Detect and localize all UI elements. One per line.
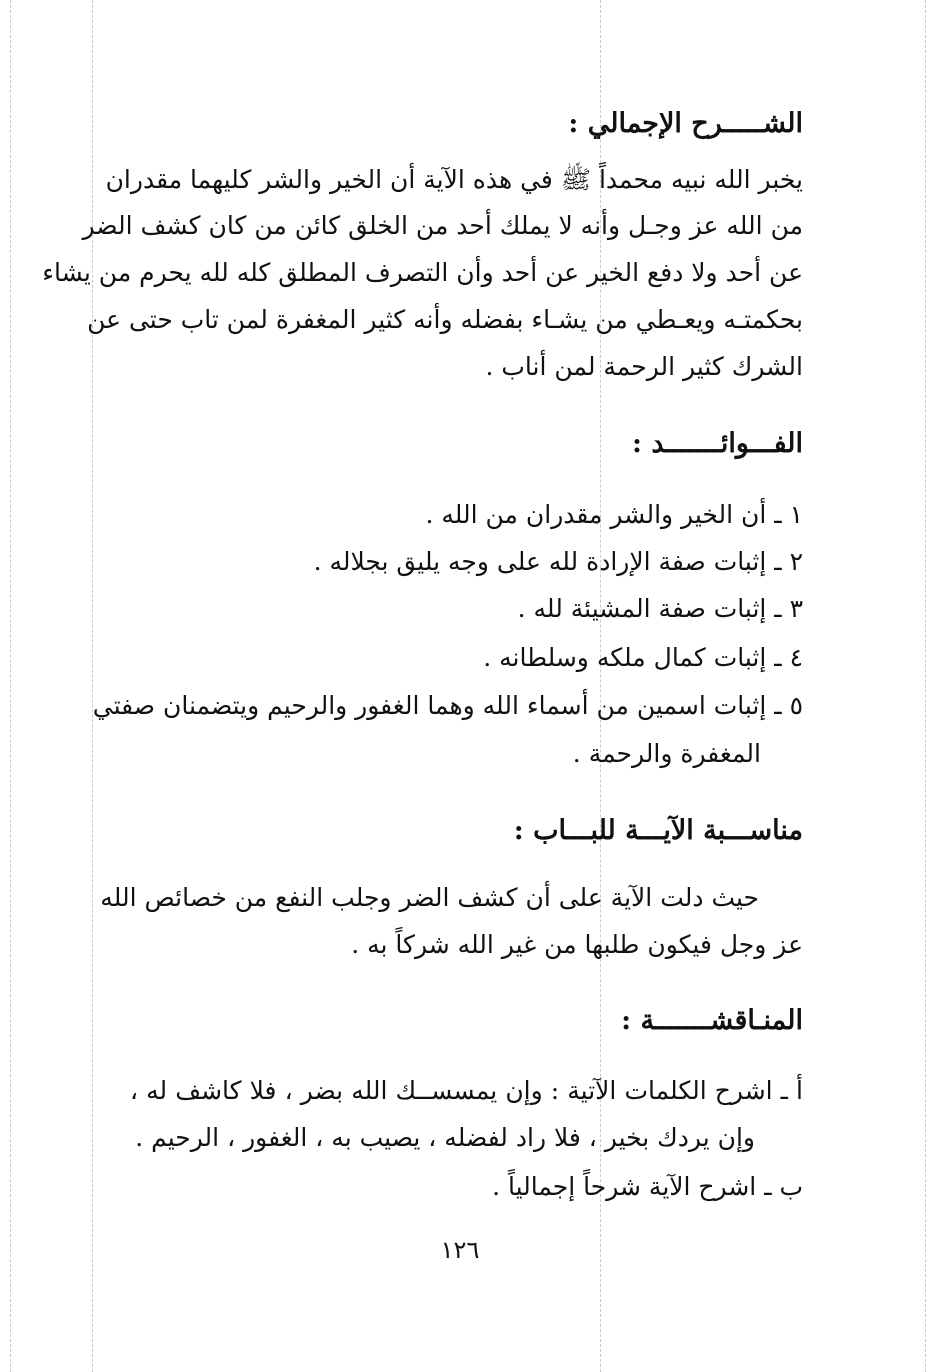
summary-line: الشرك كثير الرحمة لمن أناب . — [485, 352, 803, 381]
summary-line: عن أحد ولا دفع الخير عن أحد وأن التصرف المطلق كله لله يحرم من يشاء — [42, 258, 803, 287]
relevance-heading: مناســـبة الآيـــة للبـــاب : — [513, 815, 803, 846]
summary-line: يخبر الله نبيه محمداً ﷺ في هذه الآية أن الخير والشر كليهما مقدران — [105, 165, 803, 194]
summary-line: بحكمتـه ويعـطي من يشـاء بفضله وأنه كثير المغفرة لمن تاب حتى عن — [87, 305, 803, 334]
benefits-heading: الفـــوائـــــــد : — [632, 428, 803, 459]
relevance-line: عز وجل فيكون طلبها من غير الله شركاً به . — [351, 930, 803, 959]
question-a: أ ـ اشرح الكلمات الآتية : وإن يمسســك الله بضر ، فلا كاشف له ، — [130, 1076, 803, 1105]
benefit-item: ١ ـ أن الخير والشر مقدران من الله . — [425, 500, 803, 529]
question-a-continuation: وإن يردك بخير ، فلا راد لفضله ، يصيب به ، الغفور ، الرحيم . — [135, 1123, 755, 1152]
summary-heading: الشـــــرح الإجمالي : — [568, 108, 803, 139]
relevance-line: حيث دلت الآية على أن كشف الضر وجلب النفع من خصائص الله — [100, 883, 759, 912]
page-number: ١٢٦ — [440, 1236, 480, 1264]
benefit-item: ٤ ـ إثبات كمال ملكه وسلطانه . — [483, 643, 803, 672]
scan-guide-line — [600, 0, 601, 1372]
discussion-heading: المنـاقشـــــــة : — [621, 1005, 803, 1036]
benefit-item-continuation: المغفرة والرحمة . — [572, 739, 761, 768]
benefit-item: ٣ ـ إثبات صفة المشيئة لله . — [517, 594, 803, 623]
scan-guide-line — [92, 0, 93, 1372]
scan-guide-line — [925, 0, 926, 1372]
benefit-item: ٢ ـ إثبات صفة الإرادة لله على وجه يليق بجلاله . — [313, 547, 803, 576]
scan-guide-line — [10, 0, 11, 1372]
summary-line: من الله عز وجـل وأنه لا يملك أحد من الخلق كائن من كان كشف الضر — [82, 211, 803, 240]
question-b: ب ـ اشرح الآية شرحاً إجمالياً . — [492, 1172, 803, 1201]
benefit-item: ٥ ـ إثبات اسمين من أسماء الله وهما الغفور والرحيم ويتضمنان صفتي — [92, 691, 803, 720]
